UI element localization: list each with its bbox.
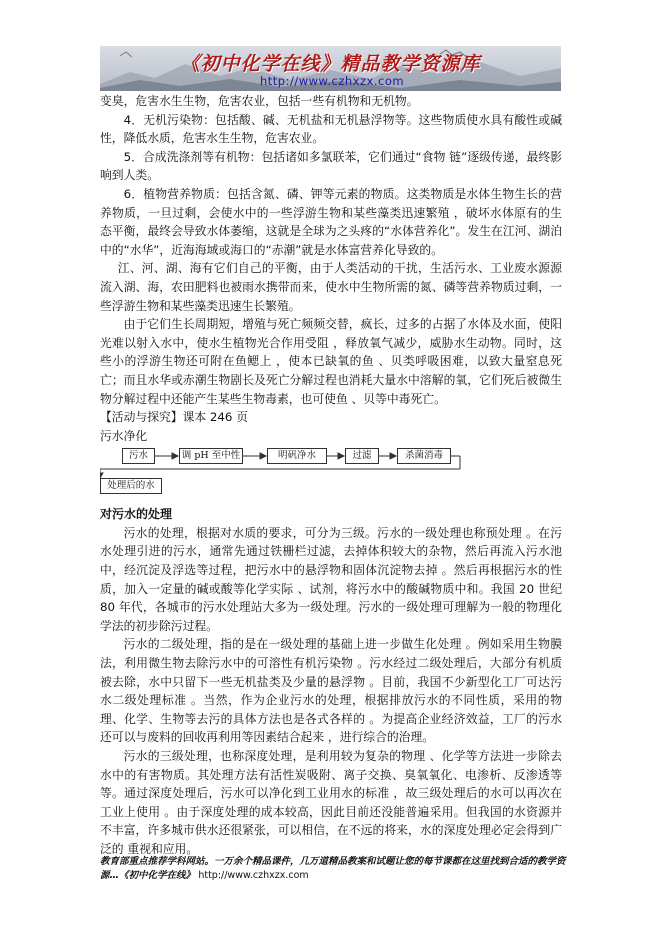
flowchart-caption: 污水净化 (100, 428, 148, 443)
flow-step-alum: 明矾净水 (267, 448, 327, 464)
document-body (100, 92, 562, 859)
flow-step-disinfect: 杀菌消毒 (397, 448, 451, 464)
paragraph: 5．合成洗涤剂等有机物：包括诸如多氯联苯，它们通过“食物 链”逐级传递，最终影响到人类。 (100, 149, 562, 183)
activity-label: 【活动与探究】课本 246 页 (100, 410, 248, 425)
header-banner (100, 46, 561, 91)
flow-result: 处理后的水 (100, 478, 162, 494)
footer-text: 教育部重点推荐学科网站。一万余个精品课件，几万道精品教案和试题让您的每节课都在这里找到合适的教学资源…《初中化学在线》 (100, 856, 566, 881)
paragraph: 4．无机污染物：包括酸、碱、无机盐和无机悬浮物等。这些物质使水具有酸性或碱性，降低水质，危害水生生物，危害农业。 (100, 112, 562, 146)
paragraph: 污水的处理，根据对水质的要求，可分为三级。污水的一级处理也称预处理 。在污水处理引进的污水，通常先通过铁栅栏过滤，去掉体积较大的杂物，然后再流入污水池中，经沉淀及浮选等过程，把污水中的悬浮物和固体沉淀物去掉 。然后再根据污水的性质，加入一定量的碱或酸等化学实际 、试剂，将污水中的酸碱物质中和。我国 20 世纪 80 年代，各城市的污水处理站大多为一级处理。污水的一级处理可理解为一般的物理化学法的初步除污过程。 (100, 525, 562, 633)
flow-step-adjust-ph: 调 pH 至中性 (179, 448, 243, 464)
banner-url-link[interactable]: http://www.czhxzx.com (260, 74, 405, 88)
footer-url-link[interactable]: http://www.czhxzx.com (198, 870, 309, 881)
footer-note (100, 855, 580, 883)
section-heading: 对污水的处理 (100, 507, 173, 522)
banner-title: 《初中化学在线》精品教学资源库 (180, 53, 481, 75)
flow-step-filter: 过滤 (345, 448, 379, 464)
paragraph: 污水的三级处理，也称深度处理，是利用较为复杂的物理 、化学等方法进一步除去水中的有害物质。其处理方法有活性炭吸附、离子交换、臭氧氧化、电渗析、反渗透等等。通过深度处理后，污水可以净化到工业用水的标准 ，故三级处理后的水可以再次在工业上使用 。由于深度处理的成本较高，因此目前还没能普遍采用。但我国的水资源并不丰富，许多城市供水还很紧张，可以相信，在不远的将来，水的深度处理必定会得到广泛的 重视和应用。 (100, 749, 562, 856)
paragraph: 江、河、湖、海有它们自己的平衡，由于人类活动的干扰，生活污水、工业废水源源流入湖、海，农田肥料也被雨水携带而来，使水中生物所需的氮、磷等营养物质过剩，一些浮游生物和某些藻类迅速生长繁殖。 (100, 261, 562, 313)
paragraph: 变臭，危害水生生物，危害农业，包括一些有机物和无机物。 (100, 94, 419, 108)
paragraph: 6．植物营养物质：包括含氮、磷、钾等元素的物质。这类物质是水体生物生长的营养物质，一旦过剩，会使水中的一些浮游生物和某些藻类迅速繁殖 ，破坏水体原有的生态平衡，最终会导致水体萎缩，这就是全球为之头疼的“水体营养化”。发生在江河、湖泊中的“水华”，近海海域或海口的“赤潮”就是水体富营养化导致的。 (100, 186, 562, 257)
paragraph: 由于它们生长周期短，增殖与死亡频频交替，疯长，过多的占据了水体及水面，使阳光难以射入水中，使水生植物光合作用受阻 ，释放氧气减少，威胁水生动物。同时，这些小的浮游生物还可附在鱼鳃上 ，使本已缺氧的鱼 、贝类呼吸困难，以致大量窒息死亡；而且水华或赤潮生物剧长及死亡分解过程也消耗大量水中溶解的氧，它们死后被微生物分解过程中还能产生某些生物毒素，也可使鱼 、贝等中毒死亡。 (100, 317, 562, 406)
flow-step-sewage: 污水 (122, 448, 155, 464)
paragraph: 污水的二级处理，指的是在一级处理的基础上进一步做生化处理 。例如采用生物膜法，利用微生物去除污水中的可溶性有机污染物 。污水经过二级处理后，大部分有机质被去除，水中只留下一些无机盐类及少量的悬浮物 。目前，我国不少新型化工厂可达污水二级处理标准 。当然，作为企业污水的处理，根据排放污水的不同性质，采用的物理、化学、生物等去污的具体方法也是各式各样的 。为提高企业经济效益，工厂的污水还可以与废料的回收再利用等因素结合起来 ，进行综合的治理。 (100, 637, 562, 745)
purification-flowchart (100, 447, 562, 499)
flowchart-arrows (100, 447, 562, 499)
